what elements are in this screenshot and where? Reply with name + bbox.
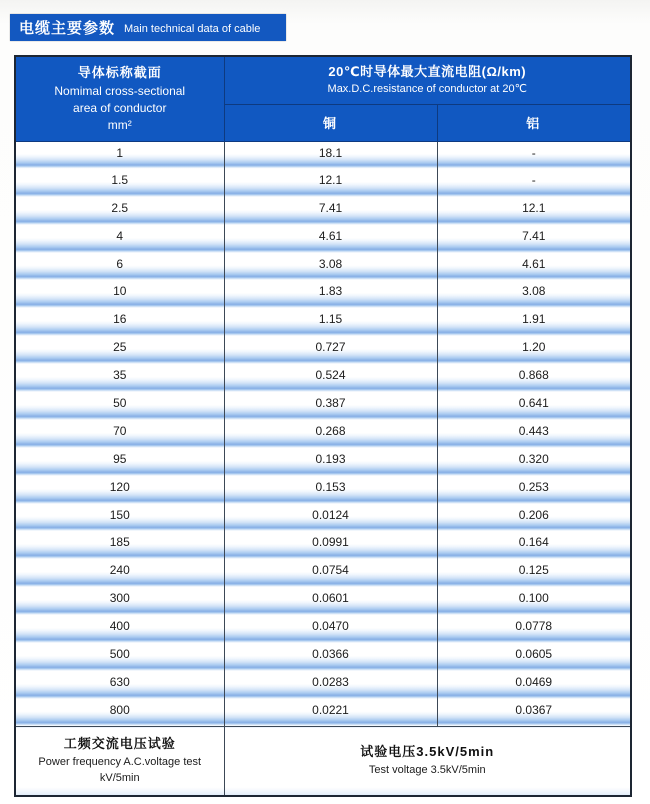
copper-value-cell: 0.0124 (224, 504, 437, 532)
aluminum-value-cell: 0.100 (437, 587, 631, 615)
aluminum-value-cell: 0.868 (437, 364, 631, 392)
table-row (15, 280, 631, 308)
aluminum-value-cell: 3.08 (437, 280, 631, 308)
copper-value-cell: 0.0991 (224, 531, 437, 559)
copper-value-cell: 18.1 (224, 141, 437, 169)
page-title-en: Main technical data of cable (124, 22, 261, 35)
page-title-bar (10, 14, 286, 41)
size-cell: 120 (15, 476, 224, 504)
size-cell: 95 (15, 448, 224, 476)
copper-column-header: 铜 (224, 104, 437, 141)
aluminum-value-cell: 0.641 (437, 392, 631, 420)
aluminum-value-cell: - (437, 141, 631, 169)
size-cell: 50 (15, 392, 224, 420)
table-row (15, 448, 631, 476)
size-cell: 400 (15, 615, 224, 643)
table-row (15, 615, 631, 643)
copper-value-cell: 0.0470 (224, 615, 437, 643)
aluminum-value-cell: 0.320 (437, 448, 631, 476)
copper-value-cell: 0.193 (224, 448, 437, 476)
table-row (15, 364, 631, 392)
size-cell: 16 (15, 308, 224, 336)
voltage-test-value-zh: 试验电压3.5kV/5min (360, 743, 495, 759)
copper-value-cell: 0.153 (224, 476, 437, 504)
voltage-test-zh: 工频交流电压试验 (63, 735, 176, 751)
size-cell: 1.5 (15, 169, 224, 197)
size-cell: 185 (15, 531, 224, 559)
aluminum-value-cell: 0.253 (437, 476, 631, 504)
voltage-test-unit: kV/5min (99, 771, 140, 784)
copper-value-cell: 0.387 (224, 392, 437, 420)
size-cell: 300 (15, 587, 224, 615)
table-row (15, 531, 631, 559)
table-row (15, 197, 631, 225)
size-cell: 630 (15, 671, 224, 699)
voltage-test-en: Power frequency A.C.voltage test (38, 755, 202, 768)
copper-value-cell: 0.0366 (224, 643, 437, 671)
copper-value-cell: 1.15 (224, 308, 437, 336)
table-row (15, 392, 631, 420)
aluminum-value-cell: 0.125 (437, 559, 631, 587)
aluminum-value-cell: 0.164 (437, 531, 631, 559)
table-row (15, 504, 631, 532)
table-row (15, 699, 631, 727)
copper-value-cell: 12.1 (224, 169, 437, 197)
size-cell: 70 (15, 420, 224, 448)
size-cell: 800 (15, 699, 224, 727)
voltage-test-label-cell (15, 727, 224, 796)
size-cell: 10 (15, 280, 224, 308)
table-footer (15, 727, 631, 796)
copper-value-cell: 3.08 (224, 253, 437, 281)
resistance-header-en: Max.D.C.resistance of conductor at 20℃ (327, 82, 527, 95)
page-title-zh: 电缆主要参数 (19, 20, 116, 37)
aluminum-value-cell: - (437, 169, 631, 197)
copper-value-cell: 0.0221 (224, 699, 437, 727)
resistance-header-cell (224, 56, 631, 104)
voltage-test-value-cell (224, 727, 631, 796)
table-row (15, 308, 631, 336)
copper-value-cell: 0.727 (224, 336, 437, 364)
copper-value-cell: 0.524 (224, 364, 437, 392)
aluminum-value-cell: 1.20 (437, 336, 631, 364)
cross-section-header-zh: 导体标称截面 (77, 64, 162, 80)
table-row (15, 225, 631, 253)
aluminum-value-cell: 0.0778 (437, 615, 631, 643)
table-row (15, 587, 631, 615)
size-cell: 35 (15, 364, 224, 392)
table-row (15, 253, 631, 281)
cross-section-header-en1: Nomimal cross-sectional (54, 83, 186, 98)
size-cell: 150 (15, 504, 224, 532)
aluminum-value-cell: 0.443 (437, 420, 631, 448)
copper-value-cell: 0.0601 (224, 587, 437, 615)
size-cell: 4 (15, 225, 224, 253)
aluminum-value-cell: 7.41 (437, 225, 631, 253)
cross-section-header-unit: mm² (107, 117, 132, 132)
copper-value-cell: 0.268 (224, 420, 437, 448)
table-header (15, 56, 631, 141)
table-row (15, 420, 631, 448)
voltage-test-value-en: Test voltage 3.5kV/5min (368, 763, 486, 776)
cross-section-header-cell (15, 56, 224, 141)
table-row (15, 476, 631, 504)
table-row (15, 643, 631, 671)
resistance-header-zh: 20℃时导体最大直流电阻(Ω/km) (328, 63, 527, 79)
aluminum-value-cell: 1.91 (437, 308, 631, 336)
size-cell: 2.5 (15, 197, 224, 225)
table-row (15, 559, 631, 587)
aluminum-value-cell: 12.1 (437, 197, 631, 225)
copper-value-cell: 0.0283 (224, 671, 437, 699)
table-row (15, 671, 631, 699)
aluminum-value-cell: 0.206 (437, 504, 631, 532)
aluminum-column-header: 铝 (437, 104, 631, 141)
copper-value-cell: 7.41 (224, 197, 437, 225)
size-cell: 25 (15, 336, 224, 364)
aluminum-value-cell: 4.61 (437, 253, 631, 281)
aluminum-value-cell: 0.0469 (437, 671, 631, 699)
aluminum-value-cell: 0.0367 (437, 699, 631, 727)
size-cell: 500 (15, 643, 224, 671)
cable-data-table-wrap (14, 55, 630, 797)
copper-value-cell: 0.0754 (224, 559, 437, 587)
cross-section-header-en2: area of conductor (73, 100, 167, 115)
table-row (15, 141, 631, 169)
aluminum-value-cell: 0.0605 (437, 643, 631, 671)
cable-data-table (14, 55, 632, 797)
size-cell: 6 (15, 253, 224, 281)
size-cell: 240 (15, 559, 224, 587)
copper-value-cell: 4.61 (224, 225, 437, 253)
table-row (15, 169, 631, 197)
table-row (15, 336, 631, 364)
copper-value-cell: 1.83 (224, 280, 437, 308)
size-cell: 1 (15, 141, 224, 169)
table-body (15, 141, 631, 727)
